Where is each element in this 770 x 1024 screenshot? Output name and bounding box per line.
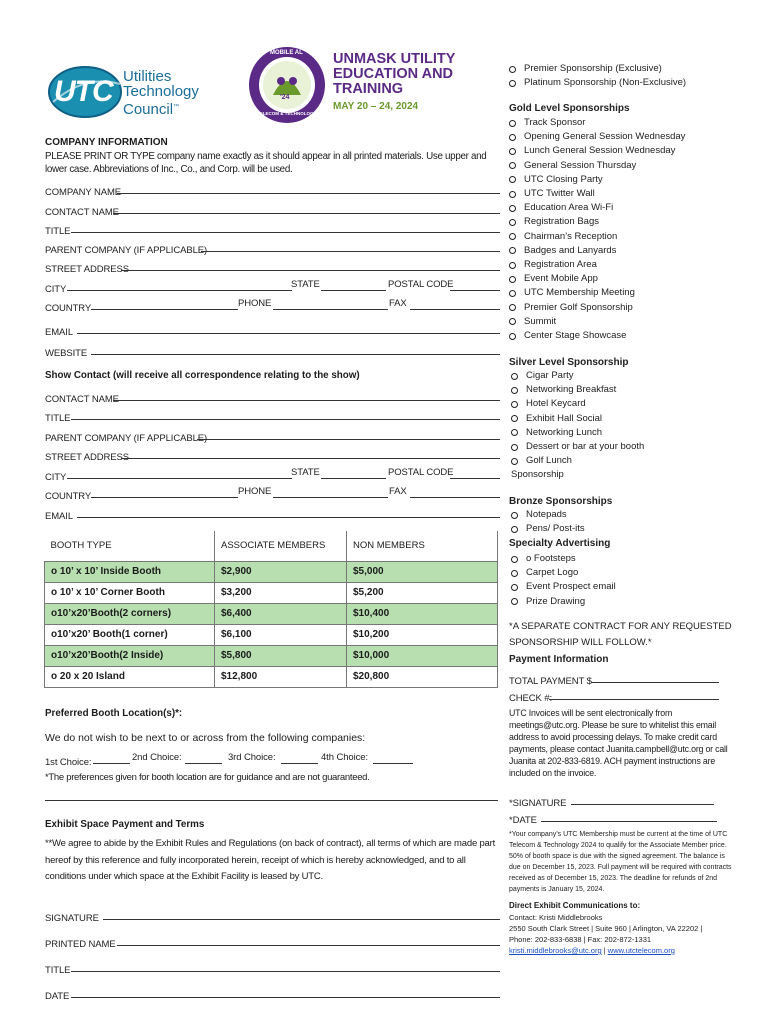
sc-fax-label: FAX bbox=[389, 486, 407, 497]
radio-circle-icon[interactable] bbox=[511, 429, 518, 436]
gold-list bbox=[509, 116, 685, 343]
sc-postal-code-label: POSTAL CODE bbox=[388, 467, 454, 478]
direct-address: 2550 South Clark Street | Suite 960 | Arlington, VA 22202 | bbox=[509, 924, 703, 933]
sc-fax-field[interactable] bbox=[410, 497, 500, 498]
booth-table bbox=[44, 531, 498, 688]
radio-circle-icon[interactable] bbox=[509, 66, 516, 73]
sponsorship-option[interactable]: Badges and Lanyards bbox=[509, 244, 685, 258]
sponsorship-option[interactable]: Dessert or bar at your booth bbox=[511, 440, 644, 454]
check-field[interactable] bbox=[549, 699, 719, 700]
sponsorship-option[interactable]: Golf Lunch bbox=[511, 454, 644, 468]
sc-country-row bbox=[45, 486, 500, 500]
sponsorship-option[interactable]: Networking Breakfast bbox=[511, 383, 644, 397]
choice1-field[interactable] bbox=[93, 763, 130, 764]
sponsorship-option[interactable]: Cigar Party bbox=[511, 369, 644, 383]
specialty-heading: Specialty Advertising bbox=[509, 538, 611, 549]
radio-circle-icon[interactable] bbox=[511, 584, 518, 591]
city-row bbox=[45, 279, 500, 293]
radio-circle-icon[interactable] bbox=[509, 219, 516, 226]
street-address-field[interactable] bbox=[121, 270, 500, 271]
choice2-label: 2nd Choice: bbox=[132, 752, 182, 763]
sponsorship-option[interactable]: Event Mobile App bbox=[509, 272, 685, 286]
show-contact-heading: Show Contact (will receive all correspondence relating to the show) bbox=[45, 370, 360, 381]
choice3-label: 3rd Choice: bbox=[228, 752, 276, 763]
sc-postal-code-field[interactable] bbox=[450, 478, 500, 479]
booth-type-cell[interactable]: o 10’ x 10’ Inside Booth bbox=[45, 561, 215, 582]
sc-parent-company-field[interactable] bbox=[197, 439, 500, 440]
sponsorship-option[interactable]: UTC Closing Party bbox=[509, 173, 685, 187]
bronze-list bbox=[511, 508, 585, 536]
non-member-price-cell: $5,000 bbox=[347, 561, 498, 582]
street-address-row bbox=[45, 259, 500, 273]
sc-email-row bbox=[45, 506, 500, 520]
non-member-price-cell: $10,400 bbox=[347, 603, 498, 624]
city-label: CITY bbox=[45, 284, 67, 295]
street-address-label: STREET ADDRESS bbox=[45, 264, 129, 275]
radio-circle-icon[interactable] bbox=[509, 176, 516, 183]
signature-row bbox=[45, 908, 500, 922]
utc-logo bbox=[48, 64, 218, 124]
sponsorship-option[interactable]: Registration Bags bbox=[509, 215, 685, 229]
sponsorship-option[interactable]: Event Prospect email bbox=[511, 580, 616, 594]
top-sponsorship-list bbox=[509, 62, 686, 90]
contract-note-2: SPONSORSHIP WILL FOLLOW.* bbox=[509, 637, 652, 648]
divider-line bbox=[45, 800, 498, 801]
sc-title-row bbox=[45, 408, 500, 422]
radio-circle-icon[interactable] bbox=[509, 120, 516, 127]
fax-label: FAX bbox=[389, 298, 407, 309]
radio-circle-icon[interactable] bbox=[509, 247, 516, 254]
right-signature-label: *SIGNATURE bbox=[509, 798, 567, 809]
radio-circle-icon[interactable] bbox=[509, 233, 516, 240]
radio-circle-icon[interactable] bbox=[509, 148, 516, 155]
sponsorship-option[interactable]: Premier Golf Sponsorship bbox=[509, 301, 685, 315]
choices-row bbox=[45, 752, 500, 766]
date-row bbox=[45, 986, 500, 1000]
email-field[interactable] bbox=[77, 333, 500, 334]
utc-logo-letters: UTC bbox=[54, 75, 113, 108]
booth-type-header: BOOTH TYPE bbox=[45, 531, 215, 561]
non-member-price-cell: $20,800 bbox=[347, 666, 498, 687]
sc-street-address-label: STREET ADDRESS bbox=[45, 452, 129, 463]
sc-email-label: EMAIL bbox=[45, 511, 74, 522]
link-separator: | bbox=[601, 946, 608, 955]
right-date-label: *DATE bbox=[509, 815, 537, 826]
event-badge bbox=[247, 45, 327, 125]
sponsorship-option[interactable]: Lunch General Session Wednesday bbox=[509, 144, 685, 158]
total-payment-field[interactable] bbox=[591, 682, 719, 683]
associate-price-cell: $6,400 bbox=[215, 603, 347, 624]
radio-circle-icon[interactable] bbox=[509, 262, 516, 269]
sc-country-label: COUNTRY bbox=[45, 491, 92, 502]
direct-phone: Phone: 202-833-6838 | Fax: 202-872-1331 bbox=[509, 935, 652, 944]
non-member-price-cell: $10,200 bbox=[347, 624, 498, 645]
sponsorship-option[interactable]: o Footsteps bbox=[511, 552, 616, 566]
sig-title-label: TITLE bbox=[45, 965, 71, 976]
company-name-label: COMPANY NAME bbox=[45, 187, 122, 198]
company-instructions: PLEASE PRINT OR TYPE company name exactly as it should appear in all printed materials. Use upper and lower case. Abbreviations of Inc., Co., and Corp. will be used. bbox=[45, 151, 487, 175]
event-title-line2: EDUCATION AND bbox=[333, 66, 454, 82]
radio-circle-icon[interactable] bbox=[509, 162, 516, 169]
right-signature-row bbox=[509, 793, 714, 807]
country-row bbox=[45, 298, 500, 312]
choice4-label: 4th Choice: bbox=[321, 752, 368, 763]
contact-email-link[interactable]: kristi.middlebrooks@utc.org bbox=[509, 946, 602, 955]
radio-circle-icon[interactable] bbox=[509, 191, 516, 198]
sc-contact-name-row bbox=[45, 389, 500, 403]
event-title-line1: UNMASK UTILITY bbox=[333, 51, 456, 67]
sc-title-field[interactable] bbox=[71, 419, 500, 420]
sc-street-address-row bbox=[45, 447, 500, 461]
sc-street-address-field[interactable] bbox=[121, 458, 500, 459]
associate-price-cell: $3,200 bbox=[215, 582, 347, 603]
radio-circle-icon[interactable] bbox=[509, 205, 516, 212]
check-label: CHECK #: bbox=[509, 693, 553, 704]
booth-type-cell[interactable]: o10’x20’Booth(2 corners) bbox=[45, 603, 215, 624]
non-member-price-cell: $5,200 bbox=[347, 582, 498, 603]
right-date-field[interactable] bbox=[541, 821, 717, 822]
invoice-text: UTC Invoices will be sent electronically from meetings@utc.org. Please be sure to whitelist this email address to avoid processing delays. To make credit card payments, please contact Juanita.campbell@utc.org or call Juanita at 202-833-6819. ACH payment instructions are included on the invoice. bbox=[509, 708, 728, 778]
date-label: DATE bbox=[45, 991, 70, 1002]
logo-text-technology: Technology bbox=[123, 83, 199, 100]
badge-top-text: MOBILE AL bbox=[270, 50, 303, 56]
direct-links bbox=[509, 945, 675, 956]
logo-text-utilities: Utilities bbox=[123, 68, 172, 85]
associate-price-cell: $5,800 bbox=[215, 645, 347, 666]
event-title bbox=[333, 52, 455, 112]
check-row bbox=[509, 688, 719, 702]
sc-city-field[interactable] bbox=[67, 478, 292, 479]
associate-price-cell: $12,800 bbox=[215, 666, 347, 687]
date-field[interactable] bbox=[71, 997, 500, 998]
state-field[interactable] bbox=[321, 290, 386, 291]
choice4-field[interactable] bbox=[373, 763, 413, 764]
sponsorship-option[interactable]: General Session Thursday bbox=[509, 159, 685, 173]
sc-state-field[interactable] bbox=[321, 478, 386, 479]
sc-city-row bbox=[45, 467, 500, 481]
title-label: TITLE bbox=[45, 226, 71, 237]
sc-phone-field[interactable] bbox=[273, 497, 388, 498]
printed-name-label: PRINTED NAME bbox=[45, 939, 116, 950]
booth-row[interactable] bbox=[45, 603, 498, 624]
contact-name-row bbox=[45, 202, 500, 216]
sponsorship-option[interactable]: Carpet Logo bbox=[511, 566, 616, 580]
phone-label: PHONE bbox=[238, 298, 272, 309]
country-field[interactable] bbox=[91, 309, 238, 310]
sponsorship-option[interactable]: Platinum Sponsorship (Non-Exclusive) bbox=[509, 76, 686, 90]
right-date-row bbox=[509, 810, 717, 824]
city-field[interactable] bbox=[67, 290, 292, 291]
payment-terms-heading: Exhibit Space Payment and Terms bbox=[45, 819, 205, 830]
choice3-field[interactable] bbox=[281, 763, 318, 764]
silver-list bbox=[511, 369, 644, 483]
sc-parent-company-label: PARENT COMPANY (IF APPLICABLE) bbox=[45, 433, 208, 444]
state-label: STATE bbox=[291, 279, 320, 290]
radio-circle-icon[interactable] bbox=[509, 318, 516, 325]
booth-row[interactable] bbox=[45, 582, 498, 603]
contact-name-label: CONTACT NAME bbox=[45, 207, 119, 218]
associate-price-cell: $6,100 bbox=[215, 624, 347, 645]
radio-circle-icon[interactable] bbox=[509, 276, 516, 283]
sc-country-field[interactable] bbox=[91, 497, 238, 498]
parent-company-label: PARENT COMPANY (IF APPLICABLE) bbox=[45, 245, 208, 256]
booth-table-header bbox=[45, 531, 498, 561]
radio-circle-icon[interactable] bbox=[511, 526, 518, 533]
sponsorship-option[interactable]: Registration Area bbox=[509, 258, 685, 272]
radio-circle-icon[interactable] bbox=[511, 444, 518, 451]
sc-title-label: TITLE bbox=[45, 413, 71, 424]
associate-members-header: ASSOCIATE MEMBERS bbox=[215, 531, 347, 561]
radio-circle-icon[interactable] bbox=[509, 134, 516, 141]
sig-title-row bbox=[45, 960, 500, 974]
country-label: COUNTRY bbox=[45, 303, 92, 314]
sponsorship-option[interactable]: Chairman’s Reception bbox=[509, 230, 685, 244]
radio-circle-icon[interactable] bbox=[511, 458, 518, 465]
sponsorship-option[interactable]: Summit bbox=[509, 315, 685, 329]
email-row bbox=[45, 322, 500, 336]
sc-state-label: STATE bbox=[291, 467, 320, 478]
sponsorship-option[interactable]: Opening General Session Wednesday bbox=[509, 130, 685, 144]
sponsorship-option[interactable]: Premier Sponsorship (Exclusive) bbox=[509, 62, 686, 76]
booth-type-cell[interactable]: o 20 x 20 Island bbox=[45, 666, 215, 687]
postal-code-label: POSTAL CODE bbox=[388, 279, 454, 290]
sponsorship-option[interactable]: Pens/ Post-its bbox=[511, 522, 585, 536]
right-signature-field[interactable] bbox=[571, 804, 714, 805]
sc-phone-label: PHONE bbox=[238, 486, 272, 497]
radio-circle-icon[interactable] bbox=[509, 333, 516, 340]
booth-row[interactable] bbox=[45, 666, 498, 687]
event-dates: MAY 20 – 24, 2024 bbox=[333, 101, 419, 112]
radio-circle-icon[interactable] bbox=[511, 415, 518, 422]
radio-circle-icon[interactable] bbox=[511, 570, 518, 577]
contract-note-1: *A SEPARATE CONTRACT FOR ANY REQUESTED bbox=[509, 621, 732, 632]
sponsorship-option[interactable]: Education Area Wi-Fi bbox=[509, 201, 685, 215]
non-members-header: NON MEMBERS bbox=[347, 531, 498, 561]
sc-contact-name-label: CONTACT NAME bbox=[45, 394, 119, 405]
choice2-field[interactable] bbox=[185, 763, 222, 764]
preferred-heading: Preferred Booth Location(s)*: bbox=[45, 708, 183, 719]
choice1-label: 1st Choice: bbox=[45, 757, 92, 768]
company-info-heading: COMPANY INFORMATION bbox=[45, 137, 168, 148]
sponsorship-option[interactable]: Track Sponsor bbox=[509, 116, 685, 130]
non-member-price-cell: $10,000 bbox=[347, 645, 498, 666]
gold-heading: Gold Level Sponsorships bbox=[509, 103, 630, 114]
badge-bottom-text: TELECOM & TECHNOLOGY bbox=[257, 111, 317, 116]
bronze-heading: Bronze Sponsorships bbox=[509, 496, 613, 507]
sc-email-field[interactable] bbox=[77, 517, 500, 518]
sponsorship-option[interactable]: Prize Drawing bbox=[511, 595, 616, 609]
specialty-list bbox=[511, 552, 616, 609]
sponsorship-option[interactable]: Center Stage Showcase bbox=[509, 329, 685, 343]
sponsorship-option[interactable]: Networking Lunch bbox=[511, 426, 644, 440]
booth-type-cell[interactable]: o10’x20’Booth(2 Inside) bbox=[45, 645, 215, 666]
parent-company-field[interactable] bbox=[201, 251, 500, 252]
signature-label: SIGNATURE bbox=[45, 913, 99, 924]
contact-name-field[interactable] bbox=[113, 213, 500, 214]
radio-circle-icon[interactable] bbox=[509, 290, 516, 297]
associate-price-cell: $2,900 bbox=[215, 561, 347, 582]
website-field[interactable] bbox=[91, 354, 500, 355]
fax-field[interactable] bbox=[410, 309, 500, 310]
sig-title-field[interactable] bbox=[71, 971, 500, 972]
badge-year: '24 bbox=[280, 94, 290, 101]
booth-row[interactable] bbox=[45, 645, 498, 666]
event-title-line3: TRAINING bbox=[333, 81, 404, 97]
radio-circle-icon[interactable] bbox=[511, 401, 518, 408]
sponsorship-option[interactable]: Exhibit Hall Social bbox=[511, 412, 644, 426]
direct-contact: Contact: Kristi Middlebrooks bbox=[509, 913, 603, 922]
sc-contact-name-field[interactable] bbox=[113, 400, 500, 401]
payment-terms-text: **We agree to abide by the Exhibit Rules and Regulations (on back of contract), all terms of which are made part hereof by this reference and fully incorporated herein, receipt of which is hereby acknowledged, and to all conditions under which space at the Exhibit Facility is leased by UTC. bbox=[45, 838, 496, 882]
sponsorship-option[interactable]: UTC Twitter Wall bbox=[509, 187, 685, 201]
booth-type-cell[interactable]: o 10’ x 10’ Corner Booth bbox=[45, 582, 215, 603]
total-payment-label: TOTAL PAYMENT $ bbox=[509, 676, 592, 687]
sponsorship-option[interactable]: Hotel Keycard bbox=[511, 397, 644, 411]
signature-field[interactable] bbox=[103, 919, 500, 920]
email-label: EMAIL bbox=[45, 327, 74, 338]
parent-company-row bbox=[45, 240, 500, 254]
printed-name-field[interactable] bbox=[117, 945, 500, 946]
sponsorship-option[interactable]: Notepads bbox=[511, 508, 585, 522]
postal-code-field[interactable] bbox=[450, 290, 500, 291]
radio-circle-icon[interactable] bbox=[511, 373, 518, 380]
title-row bbox=[45, 221, 500, 235]
company-name-field[interactable] bbox=[117, 193, 500, 194]
website-label: WEBSITE bbox=[45, 348, 88, 359]
membership-note: *Your company’s UTC Membership must be current at the time of UTC Telecom & Technology 2024 to qualify for the Associate Member price. 50% of booth space is due with the signed agreement. The balance is due on December 15, 2023. Full payment will be required with contracts received as of December 15, 2023. The deadline for refunds of 2nd payments is January 15, 2024. bbox=[509, 831, 732, 893]
silver-tail: Sponsorship bbox=[511, 469, 564, 481]
radio-circle-icon[interactable] bbox=[511, 598, 518, 605]
sc-parent-company-row bbox=[45, 428, 500, 442]
logo-text-council: Council™ bbox=[123, 101, 180, 118]
radio-circle-icon[interactable] bbox=[509, 80, 516, 87]
sc-city-label: CITY bbox=[45, 472, 67, 483]
phone-field[interactable] bbox=[273, 309, 388, 310]
printed-name-row bbox=[45, 934, 500, 948]
website-row bbox=[45, 343, 500, 357]
preference-note: *The preferences given for booth location are for guidance and are not guaranteed. bbox=[45, 772, 370, 783]
radio-circle-icon[interactable] bbox=[511, 512, 518, 519]
radio-circle-icon[interactable] bbox=[511, 556, 518, 563]
website-link[interactable]: www.utctelecom.org bbox=[607, 946, 675, 955]
silver-heading: Silver Level Sponsorship bbox=[509, 357, 629, 368]
direct-comm-heading: Direct Exhibit Communications to: bbox=[509, 901, 641, 910]
radio-circle-icon[interactable] bbox=[511, 387, 518, 394]
sponsorship-option[interactable]: UTC Membership Meeting bbox=[509, 286, 685, 300]
not-next-text: We do not wish to be next to or across from the following companies: bbox=[45, 732, 366, 744]
booth-row[interactable] bbox=[45, 561, 498, 582]
company-name-row bbox=[45, 182, 500, 196]
booth-row[interactable] bbox=[45, 624, 498, 645]
radio-circle-icon[interactable] bbox=[509, 304, 516, 311]
total-payment-row bbox=[509, 671, 719, 685]
payment-info-heading: Payment Information bbox=[509, 654, 609, 665]
booth-type-cell[interactable]: o10’x20’ Booth(1 corner) bbox=[45, 624, 215, 645]
title-field[interactable] bbox=[71, 232, 500, 233]
